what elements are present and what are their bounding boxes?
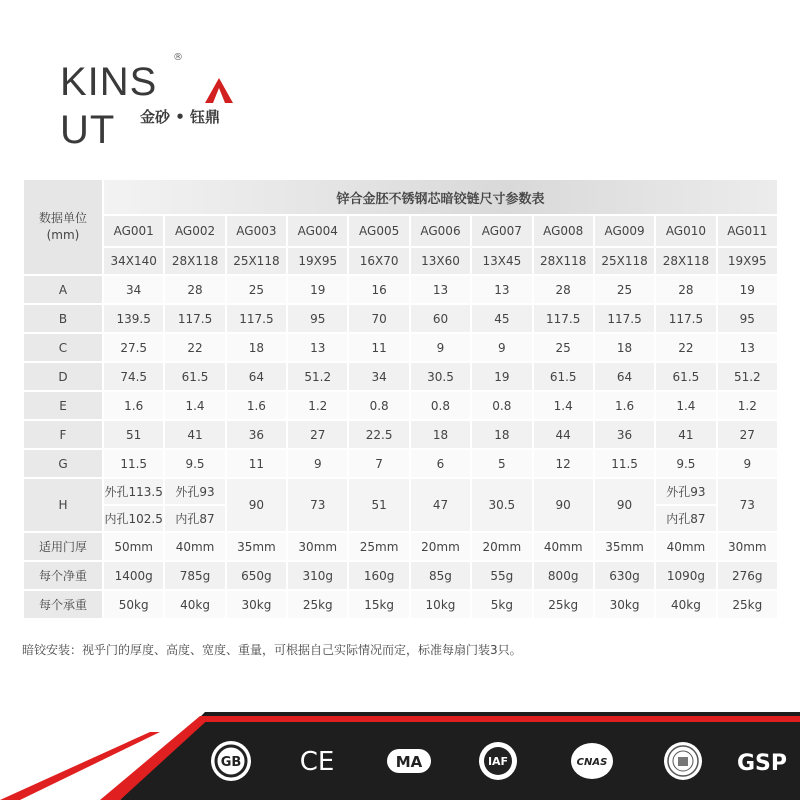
model-header-cell: AG003: [227, 216, 286, 246]
model-header-cell: AG007: [472, 216, 531, 246]
table-row: [24, 276, 777, 303]
table-cell: 外孔93: [165, 479, 224, 504]
table-cell: 13: [411, 276, 470, 303]
row-label: 每个净重: [24, 562, 102, 589]
table-cell: 90: [227, 479, 286, 531]
table-cell: 0.8: [411, 392, 470, 419]
table-cell: 25kg: [288, 591, 347, 618]
table-cell: 1.4: [165, 392, 224, 419]
table-cell: 19: [288, 276, 347, 303]
table-cell: 9: [718, 450, 777, 477]
table-cell: 61.5: [165, 363, 224, 390]
table-cell: 19: [472, 363, 531, 390]
size-header-cell: 28X118: [165, 248, 224, 274]
table-cell: 73: [288, 479, 347, 531]
table-cell: 10kg: [411, 591, 470, 618]
table-cell: 27: [718, 421, 777, 448]
table-cell: 13: [288, 334, 347, 361]
iso-seal-icon: [660, 738, 706, 784]
row-label: F: [24, 421, 102, 448]
cma-text: MA: [395, 753, 423, 771]
table-cell: 40kg: [656, 591, 715, 618]
table-row: [24, 533, 777, 560]
model-header-cell: AG006: [411, 216, 470, 246]
table-cell: 30mm: [288, 533, 347, 560]
table-cell: 27: [288, 421, 347, 448]
model-header-cell: AG004: [288, 216, 347, 246]
table-cell: 800g: [534, 562, 593, 589]
registered-mark: ®: [173, 52, 183, 63]
table-cell: 34: [104, 276, 163, 303]
table-cell: 13: [472, 276, 531, 303]
table-cell: 内孔87: [656, 506, 715, 531]
size-header-cell: 28X118: [534, 248, 593, 274]
iaf-mark-icon: [475, 738, 521, 784]
table-cell: 630g: [595, 562, 654, 589]
table-cell: 44: [534, 421, 593, 448]
table-cell: 51.2: [718, 363, 777, 390]
unit-label-cell: [24, 180, 102, 274]
table-row: [24, 450, 777, 477]
table-title: 锌合金胚不锈钢芯暗铰链尺寸参数表: [104, 180, 777, 214]
table-cell: 90: [595, 479, 654, 531]
size-header-cell: 19X95: [718, 248, 777, 274]
table-cell: 95: [288, 305, 347, 332]
table-cell: 40mm: [165, 533, 224, 560]
table-cell: 1400g: [104, 562, 163, 589]
table-cell: 12: [534, 450, 593, 477]
row-label: C: [24, 334, 102, 361]
table-cell: 50kg: [104, 591, 163, 618]
table-cell: 13: [718, 334, 777, 361]
ce-mark-icon: [293, 738, 341, 784]
table-cell: 276g: [718, 562, 777, 589]
table-cell: 35mm: [227, 533, 286, 560]
table-cell: 9: [411, 334, 470, 361]
size-row: [24, 248, 777, 274]
table-cell: 36: [227, 421, 286, 448]
table-cell: 1.6: [595, 392, 654, 419]
table-cell: 25kg: [718, 591, 777, 618]
size-header-cell: 25X118: [227, 248, 286, 274]
row-label: 每个承重: [24, 591, 102, 618]
table-row: [24, 334, 777, 361]
install-note: 暗铰安装：视乎门的厚度、高度、宽度、重量，可根据自己实际情况而定，标准每扇门装3只。: [22, 643, 522, 657]
table-cell: 60: [411, 305, 470, 332]
table-cell: 61.5: [534, 363, 593, 390]
cnas-text: CNAS: [576, 757, 608, 768]
table-cell: 18: [472, 421, 531, 448]
table-cell: 28: [165, 276, 224, 303]
table-row: [24, 363, 777, 390]
table-cell: 0.8: [349, 392, 408, 419]
table-cell: 9: [472, 334, 531, 361]
table-cell: 6: [411, 450, 470, 477]
table-cell: 28: [656, 276, 715, 303]
model-header-cell: AG002: [165, 216, 224, 246]
gb-mark-icon: [207, 738, 255, 784]
table-cell: 9: [288, 450, 347, 477]
table-cell: 27.5: [104, 334, 163, 361]
table-cell: 139.5: [104, 305, 163, 332]
brand-logo: [60, 52, 240, 152]
table-cell: 25: [534, 334, 593, 361]
table-cell: 47: [411, 479, 470, 531]
table-cell: 117.5: [656, 305, 715, 332]
table-cell: 30mm: [718, 533, 777, 560]
table-cell: 25: [227, 276, 286, 303]
table-cell: 1.2: [718, 392, 777, 419]
table-cell: 40mm: [534, 533, 593, 560]
table-cell: 9.5: [656, 450, 715, 477]
cnas-mark-icon: [568, 738, 616, 784]
table-cell: 22.5: [349, 421, 408, 448]
table-cell: 外孔93: [656, 479, 715, 504]
unit-label-mm: (mm): [46, 228, 80, 242]
table-cell: 73: [718, 479, 777, 531]
table-cell: 64: [595, 363, 654, 390]
table-cell: 1090g: [656, 562, 715, 589]
table-cell: 41: [656, 421, 715, 448]
gsp-mark-icon: [734, 738, 790, 784]
model-header-cell: AG008: [534, 216, 593, 246]
gb-text: GB: [220, 755, 242, 770]
table-cell: 36: [595, 421, 654, 448]
row-label: E: [24, 392, 102, 419]
spec-table: [22, 178, 779, 620]
size-header-cell: 25X118: [595, 248, 654, 274]
unit-label: 数据单位: [38, 211, 87, 225]
table-cell: 9.5: [165, 450, 224, 477]
model-header-cell: AG010: [656, 216, 715, 246]
brand-wordmark: KINSUT: [60, 60, 158, 152]
table-cell: 15kg: [349, 591, 408, 618]
table-cell: 55g: [472, 562, 531, 589]
footer-red-stripe: [200, 716, 800, 722]
row-label: G: [24, 450, 102, 477]
table-cell: 20mm: [472, 533, 531, 560]
table-cell: 18: [411, 421, 470, 448]
model-header-cell: AG005: [349, 216, 408, 246]
model-row: [24, 216, 777, 246]
table-cell: 45: [472, 305, 531, 332]
table-cell: 1.2: [288, 392, 347, 419]
table-cell: 1.6: [227, 392, 286, 419]
table-cell: 61.5: [656, 363, 715, 390]
iaf-text: IAF: [487, 755, 509, 768]
table-cell: 95: [718, 305, 777, 332]
size-header-cell: 28X118: [656, 248, 715, 274]
table-cell: 0.8: [472, 392, 531, 419]
size-header-cell: 34X140: [104, 248, 163, 274]
gsp-text: GSP: [736, 751, 788, 776]
row-label: 适用门厚: [24, 533, 102, 560]
table-cell: 20mm: [411, 533, 470, 560]
table-cell: 117.5: [227, 305, 286, 332]
table-cell: 1.6: [104, 392, 163, 419]
table-cell: 785g: [165, 562, 224, 589]
table-cell: 51: [104, 421, 163, 448]
table-row: [24, 421, 777, 448]
table-cell: 5: [472, 450, 531, 477]
table-cell: 51.2: [288, 363, 347, 390]
table-row: [24, 305, 777, 332]
table-cell: 30.5: [472, 479, 531, 531]
table-cell: 85g: [411, 562, 470, 589]
table-row: [24, 591, 777, 618]
table-cell: 22: [165, 334, 224, 361]
table-cell: 内孔87: [165, 506, 224, 531]
table-cell: 30kg: [227, 591, 286, 618]
table-cell: 310g: [288, 562, 347, 589]
table-cell: 70: [349, 305, 408, 332]
brand-subtitle: 金砂 • 钰鼎: [140, 108, 221, 126]
size-header-cell: 16X70: [349, 248, 408, 274]
cma-mark-icon: [383, 738, 435, 784]
table-cell: 25kg: [534, 591, 593, 618]
table-cell: 5kg: [472, 591, 531, 618]
table-cell: 1.4: [656, 392, 715, 419]
size-header-cell: 19X95: [288, 248, 347, 274]
table-cell: 41: [165, 421, 224, 448]
logo-triangle-icon: [204, 76, 234, 104]
table-cell: 11.5: [104, 450, 163, 477]
table-cell: 50mm: [104, 533, 163, 560]
table-cell: 18: [227, 334, 286, 361]
row-label: B: [24, 305, 102, 332]
table-cell: 30.5: [411, 363, 470, 390]
row-label: D: [24, 363, 102, 390]
table-cell: 11: [349, 334, 408, 361]
table-cell: 11.5: [595, 450, 654, 477]
table-cell: 30kg: [595, 591, 654, 618]
table-cell: 64: [227, 363, 286, 390]
model-header-cell: AG001: [104, 216, 163, 246]
row-label: H: [24, 479, 102, 531]
table-cell: 7: [349, 450, 408, 477]
table-cell: 25mm: [349, 533, 408, 560]
model-header-cell: AG011: [718, 216, 777, 246]
table-cell: 25: [595, 276, 654, 303]
size-header-cell: 13X60: [411, 248, 470, 274]
table-cell: 117.5: [595, 305, 654, 332]
table-cell: 11: [227, 450, 286, 477]
table-cell: 117.5: [165, 305, 224, 332]
table-cell: 51: [349, 479, 408, 531]
size-header-cell: 13X45: [472, 248, 531, 274]
table-cell: 35mm: [595, 533, 654, 560]
table-cell: 117.5: [534, 305, 593, 332]
table-cell: 1.4: [534, 392, 593, 419]
table-cell: 650g: [227, 562, 286, 589]
table-cell: 22: [656, 334, 715, 361]
table-row: [24, 562, 777, 589]
table-cell: 28: [534, 276, 593, 303]
table-cell: 40mm: [656, 533, 715, 560]
table-cell: 160g: [349, 562, 408, 589]
table-cell: 34: [349, 363, 408, 390]
table-cell: 19: [718, 276, 777, 303]
table-cell: 外孔113.5: [104, 479, 163, 504]
table-row: [24, 392, 777, 419]
table-cell: 40kg: [165, 591, 224, 618]
table-cell: 内孔102.5: [104, 506, 163, 531]
row-label: A: [24, 276, 102, 303]
table-cell: 18: [595, 334, 654, 361]
table-cell: 16: [349, 276, 408, 303]
table-cell: 90: [534, 479, 593, 531]
table-row-h: [24, 479, 777, 504]
model-header-cell: AG009: [595, 216, 654, 246]
ce-text: CE: [299, 747, 335, 777]
table-cell: 74.5: [104, 363, 163, 390]
